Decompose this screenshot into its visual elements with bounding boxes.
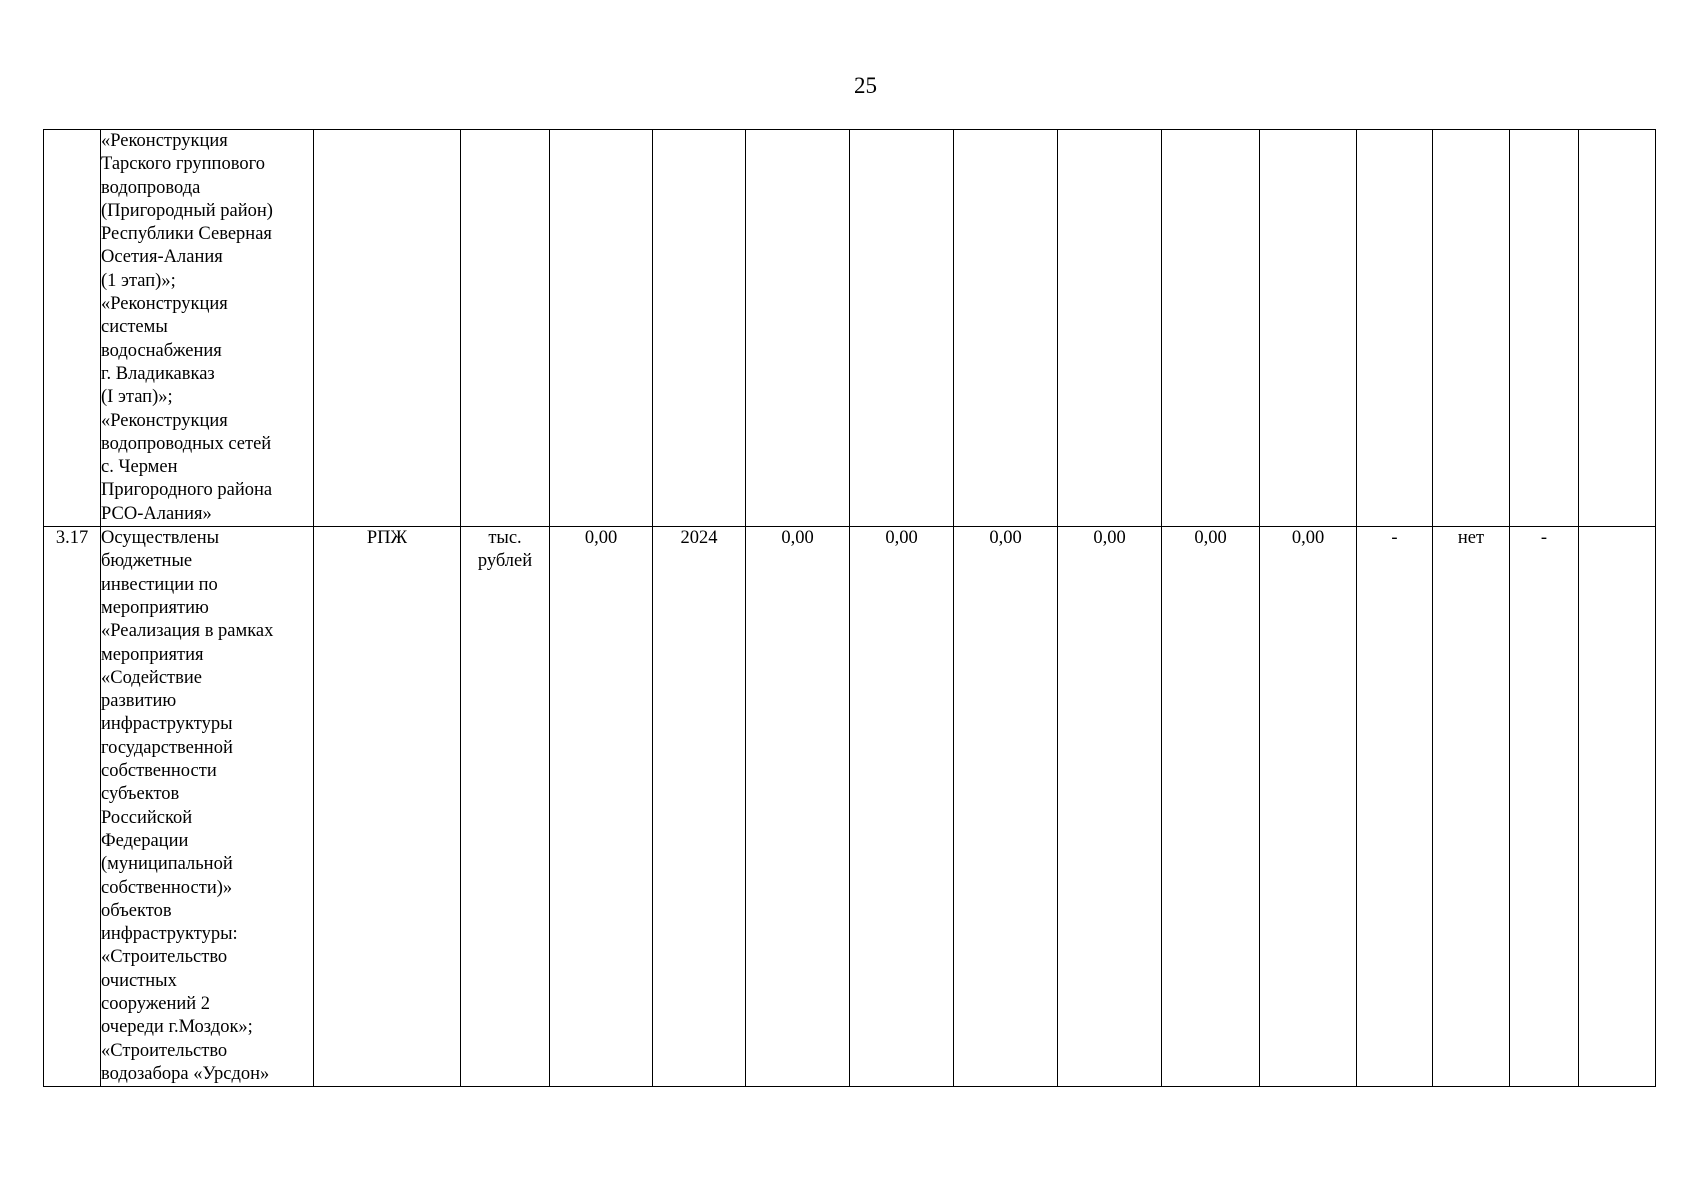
- table-cell: [461, 130, 550, 527]
- table-cell: [1162, 130, 1260, 527]
- table-body: [44, 130, 1656, 1087]
- table-cell: 0,00: [1162, 527, 1260, 1087]
- description-line: системы: [101, 317, 168, 338]
- description-line: «Строительство: [101, 947, 228, 968]
- table-cell: [1058, 130, 1162, 527]
- table-cell: [1579, 130, 1656, 527]
- table-cell: [746, 130, 850, 527]
- description-line: сооружений 2: [101, 993, 211, 1014]
- description-line: Республики Северная: [101, 224, 272, 245]
- description-line: Осуществлены: [101, 528, 220, 549]
- table-cell: [1510, 130, 1579, 527]
- table-cell: 0,00: [1058, 527, 1162, 1087]
- description-cell: [101, 130, 314, 527]
- description-line: Федерации: [101, 830, 189, 851]
- description-line: «Реконструкция: [101, 131, 228, 151]
- table-row: [44, 527, 1656, 1087]
- table-row: [44, 130, 1656, 527]
- table-cell: тыс. рублей: [461, 527, 550, 1087]
- table-cell: [314, 130, 461, 527]
- description-line: «Строительство: [101, 1040, 228, 1061]
- description-line: Тарского группового: [101, 154, 265, 175]
- description-line: водоснабжения: [101, 340, 222, 361]
- description-line: очистных: [101, 970, 177, 991]
- description-line: с. Чермен: [101, 457, 178, 478]
- table-cell: [653, 130, 746, 527]
- table-cell: 0,00: [746, 527, 850, 1087]
- description-line: «Реализация в рамках: [101, 621, 274, 642]
- table-cell: -: [1357, 527, 1433, 1087]
- table-cell: -: [1510, 527, 1579, 1087]
- description-cell: [101, 527, 314, 1087]
- description-line: водопроводных сетей: [101, 433, 272, 454]
- data-table: [43, 129, 1656, 1087]
- table-cell: нет: [1433, 527, 1510, 1087]
- table-cell: 0,00: [954, 527, 1058, 1087]
- row-number-cell: 3.17: [44, 527, 101, 1087]
- table-cell: [550, 130, 653, 527]
- description-line: собственности)»: [101, 877, 233, 898]
- description-line: инфраструктуры: [101, 714, 233, 735]
- description-line: мероприятию: [101, 597, 209, 618]
- table-cell: [954, 130, 1058, 527]
- table-cell: [1579, 527, 1656, 1087]
- description-line: (1 этап)»;: [101, 270, 176, 291]
- description-line: бюджетные: [101, 551, 193, 572]
- description-line: (муниципальной: [101, 854, 233, 875]
- description-line: государственной: [101, 737, 233, 758]
- page-number: 25: [854, 73, 877, 98]
- description-line: г. Владикавказ: [101, 363, 215, 384]
- description-line: очереди г.Моздок»;: [101, 1017, 253, 1038]
- description-line: инфраструктуры:: [101, 924, 238, 945]
- description-line: объектов: [101, 900, 172, 921]
- description-line: инвестиции по: [101, 574, 218, 595]
- description-line: субъектов: [101, 784, 180, 805]
- table-cell: [850, 130, 954, 527]
- table-cell: РПЖ: [314, 527, 461, 1087]
- table-cell: 2024: [653, 527, 746, 1087]
- table-cell: 0,00: [550, 527, 653, 1087]
- description-line: водопровода: [101, 177, 201, 198]
- description-line: «Реконструкция: [101, 410, 228, 431]
- row-number-cell: [44, 130, 101, 527]
- description-line: РСО-Алания»: [101, 503, 212, 524]
- table-cell: [1357, 130, 1433, 527]
- description-line: «Содействие: [101, 667, 202, 688]
- description-line: Осетия-Алания: [101, 247, 223, 268]
- description-line: мероприятия: [101, 644, 204, 665]
- description-line: Пригородного района: [101, 480, 273, 501]
- table-cell: [1260, 130, 1357, 527]
- table-cell: 0,00: [850, 527, 954, 1087]
- description-line: Российской: [101, 807, 193, 828]
- description-line: «Реконструкция: [101, 294, 228, 315]
- description-line: (Пригородный район): [101, 200, 273, 221]
- description-line: собственности: [101, 761, 217, 782]
- description-line: водозабора «Урсдон»: [101, 1063, 270, 1084]
- table-cell: 0,00: [1260, 527, 1357, 1087]
- table-cell: [1433, 130, 1510, 527]
- description-line: развитию: [101, 691, 177, 712]
- description-line: (I этап)»;: [101, 387, 173, 408]
